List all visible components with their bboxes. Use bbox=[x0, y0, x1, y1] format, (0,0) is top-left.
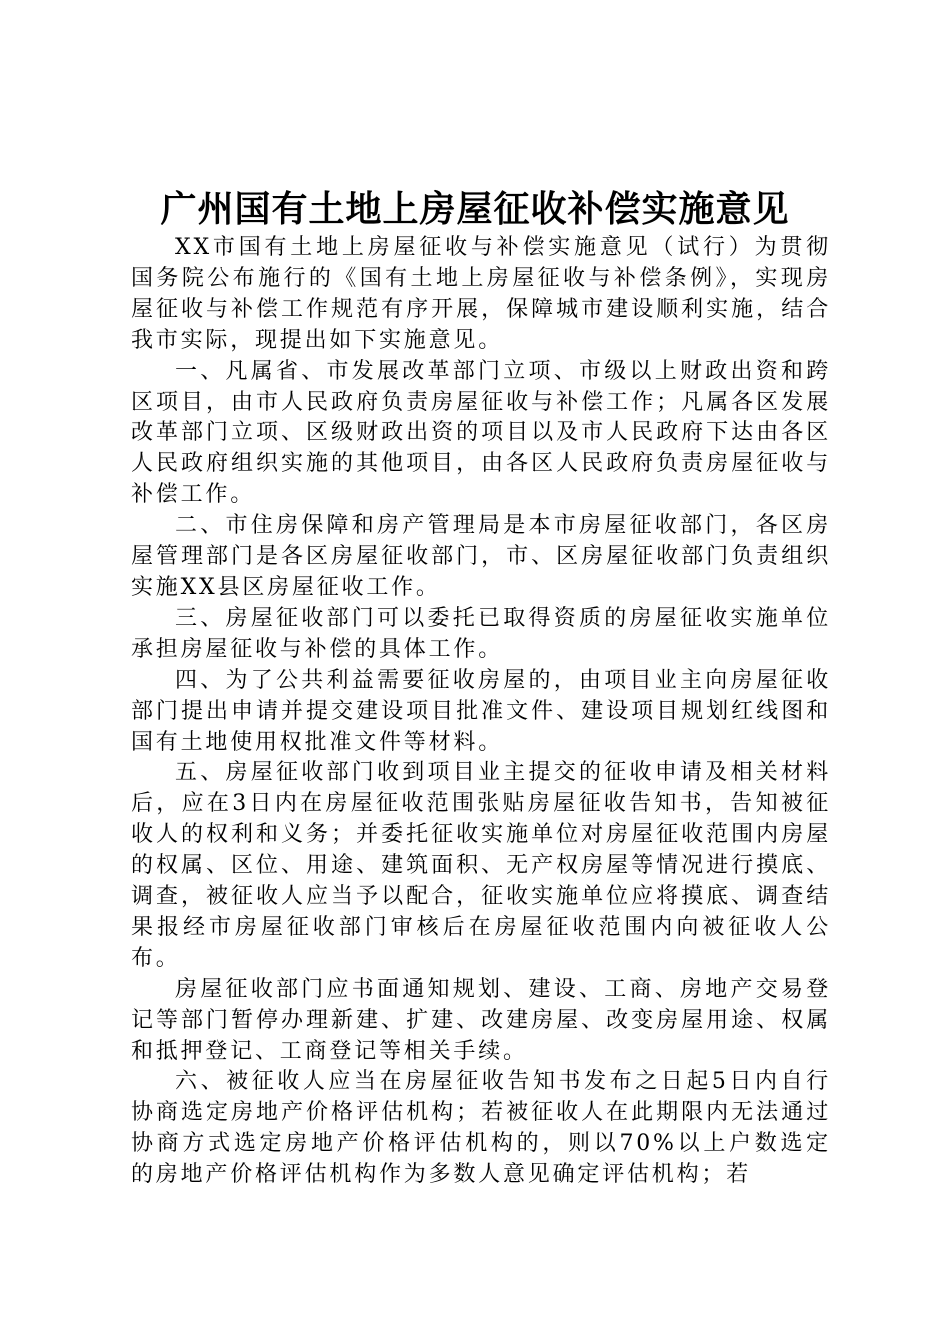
paragraph-1: 一、凡属省、市发展改革部门立项、市级以上财政出资和跨区项目，由市人民政府负责房屋征收与补偿工作；凡属各区发展改革部门立项、区级财政出资的项目以及市人民政府下达由各区人民政府组织实施的其他项目，由各区人民政府负责房屋征收与补偿工作。 bbox=[131, 358, 831, 508]
paragraph-6: 六、被征收人应当在房屋征收告知书发布之日起5日内自行协商选定房地产价格评估机构；若被征收人在此期限内无法通过协商方式选定房地产价格评估机构的，则以70%以上户数选定的房地产价格评估机构作为多数人意见确定评估机构；若 bbox=[131, 1069, 831, 1188]
paragraph-4: 四、为了公共利益需要征收房屋的，由项目业主向房屋征收部门提出申请并提交建设项目批准文件、建设项目规划红线图和国有土地使用权批准文件等材料。 bbox=[131, 667, 831, 755]
paragraph-intro: XX市国有土地上房屋征收与补偿实施意见（试行）为贯彻国务院公布施行的《国有土地上房屋征收与补偿条例》，实现房屋征收与补偿工作规范有序开展，保障城市建设顺利实施，结合我市实际，现提出如下实施意见。 bbox=[131, 235, 831, 353]
document-title: 广州国有土地上房屋征收补偿实施意见 bbox=[160, 188, 790, 230]
paragraph-2: 二、市住房保障和房产管理局是本市房屋征收部门，各区房屋管理部门是各区房屋征收部门，市、区房屋征收部门负责组织实施XX县区房屋征收工作。 bbox=[131, 513, 831, 600]
paragraph-3: 三、房屋征收部门可以委托已取得资质的房屋征收实施单位承担房屋征收与补偿的具体工作。 bbox=[131, 605, 831, 662]
paragraph-5-continued: 房屋征收部门应书面通知规划、建设、工商、房地产交易登记等部门暂停办理新建、扩建、改建房屋、改变房屋用途、权属和抵押登记、工商登记等相关手续。 bbox=[131, 976, 831, 1064]
document-body bbox=[131, 233, 831, 1191]
paragraph-5: 五、房屋征收部门收到项目业主提交的征收申请及相关材料后，应在3日内在房屋征收范围张贴房屋征收告知书，告知被征收人的权利和义务；并委托征收实施单位对房屋征收范围内房屋的权属、区位、用途、建筑面积、无产权房屋等情况进行摸底、调查，被征收人应当予以配合，征收实施单位应将摸底、调查结果报经市房屋征收部门审核后在房屋征收范围内向被征收人公布。 bbox=[131, 760, 831, 971]
